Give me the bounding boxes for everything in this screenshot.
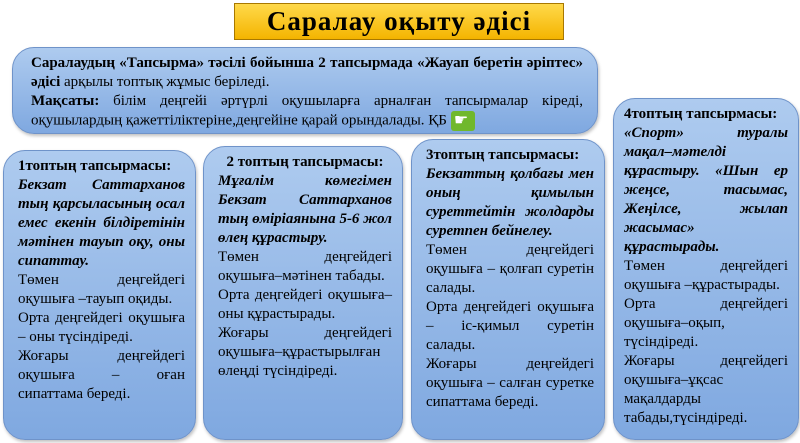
group-3-heading: 3топтың тапсырмасы:	[426, 147, 580, 163]
pointing-hand-icon	[451, 111, 475, 131]
group-4-level-low: Төмен деңгейдегі оқушыға –құрастырады.	[624, 258, 788, 293]
group-4-card	[613, 98, 799, 440]
group-2-level-low: Төмен деңгейдегі оқушыға–мәтінен табады.	[218, 249, 392, 284]
group-3-level-high: Жоғары деңгейдегі оқушыға – салған суретке сипаттама береді.	[426, 356, 594, 410]
group-2-level-mid: Орта деңгейдегі оқушыға–оны құрастырады.	[218, 287, 392, 322]
group-3-level-mid: Орта деңгейдегі оқушыға – іс-қимыл суретін салады.	[426, 299, 594, 353]
group-3-level-low: Төмен деңгейдегі оқушыға – қолғап суретін салады.	[426, 242, 594, 296]
group-2-card	[203, 146, 403, 440]
group-1-heading: 1топтың тапсырмасы:	[18, 158, 172, 174]
group-4-task: «Спорт» туралы мақал–мәтелді құрастыру. «Шын ер жеңсе, тасымас, Жеңілсе, жылап жасымас» құрастырады.	[624, 125, 788, 255]
group-2-level-high: Жоғары деңгейдегі оқушыға–құрастырылған өлеңді түсіндіреді.	[218, 325, 392, 379]
intro-panel	[12, 47, 598, 134]
group-2-task: Мұғалім көмегімен Бекзат Саттарханов тың өміріаянына 5-6 жол өлең құрастыру.	[218, 173, 392, 246]
group-1-task: Бекзат Саттарханов тың қарсыласының осал емес екенін білдіретінін мәтінен тауып оқу, оны сипаттау.	[18, 177, 185, 269]
group-4-level-mid: Орта деңгейдегі оқушыға–оқып, түсіндіреді.	[624, 296, 788, 350]
intro-method-rest: арқылы топтық жұмыс беріледі.	[60, 74, 270, 90]
group-1-level-mid: Орта деңгейдегі оқушыға – оны түсіндіреді.	[18, 310, 185, 345]
intro-goal	[31, 92, 583, 131]
goal-text: білім деңгейі әртүрлі оқушыларға арналған тапсырмалар кіреді, оқушылардың қажеттіліктеріне,деңгейіне қарай орындалады. ҚБ	[31, 93, 583, 129]
slide-title: Саралау оқыту әдісі	[234, 3, 564, 40]
group-1-card	[3, 150, 196, 440]
group-3-card	[411, 139, 605, 440]
intro-method-text: Саралаудың «Тапсырма» тәсілі бойынша 2 тапсырмада «Жауап беретін әріптес» әдісі	[31, 55, 583, 90]
group-4-heading: 4топтың тапсырмасы:	[624, 106, 778, 122]
group-4-level-high: Жоғары деңгейдегі оқушыға–ұқсас мақалдарды табады,түсіндіреді.	[624, 353, 788, 426]
group-2-heading: 2 топтың тапсырмасы:	[226, 154, 384, 170]
intro-line-1	[31, 54, 583, 92]
group-3-task: Бекзаттың қолбағы мен оның қимылын суреттейтін жолдарды суретпен бейнелеу.	[426, 166, 594, 239]
group-1-level-high: Жоғары деңгейдегі оқушыға – оған сипаттама береді.	[18, 348, 185, 402]
group-1-level-low: Төмен деңгейдегі оқушыға –тауып оқиды.	[18, 272, 185, 307]
goal-label: Мақсаты:	[31, 93, 100, 109]
